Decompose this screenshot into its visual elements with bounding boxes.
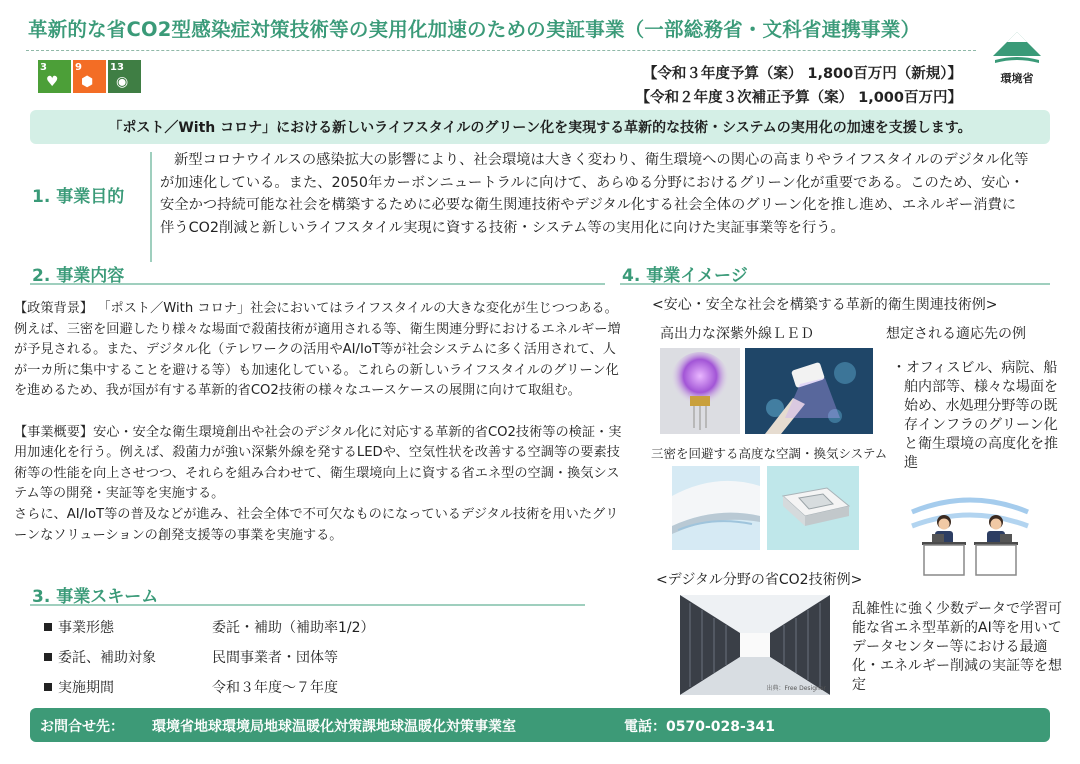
datacenter-photo — [680, 595, 830, 695]
hygiene-heading: <安心・安全な社会を構築する革新的衛生関連技術例> — [652, 297, 998, 313]
led-label: 高出力な深紫外線ＬＥＤ — [660, 326, 814, 342]
air-conditioner-photo — [672, 466, 760, 550]
project-additional: さらに、AI/IoT等の普及などが進み、社会全体で不可欠なものになっているデジタル技術を用いたグリーンなソリューションの創発支援等の事業を実施する。 — [14, 506, 619, 543]
budget-fy3: 【令和３年度予算（案） 1,800百万円（新規）】 — [642, 66, 962, 82]
scheme-rule — [30, 604, 585, 606]
digital-text: 乱雑性に強く少数データで学習可能な省エネ型革新的AI等を用いてデータセンター等における最適化・エネルギー削減の実証等を想定 — [852, 601, 1062, 693]
image-heading: 4. 事業イメージ — [622, 266, 748, 286]
ministry-name: 環境省 — [1000, 72, 1034, 85]
purpose-text: 新型コロナウイルスの感染拡大の影響により、社会環境は大きく変わり、衛生環境への関心の高まりやライフスタイルのデジタル化等が加速化している。また、2050年カーボンニュートラルに向けて、あらゆる分野におけるグリーン化が重要である。このため、安心・安全かつ持続可能な社会を構築するために必要な衛生関連技術やデジタル化する社会全体のグリーン化を推し進め、エネルギー消費に伴うCO2削減と新しいライフスタイル実現に資する技術・システム等の実用化に向けた実証事業等を行う。 — [160, 152, 1029, 236]
policy-background: 【政策背景】 「ポスト／With コロナ」社会においてはライフスタイルの大きな変化が生じつつある。例えば、三密を回避したり様々な場面で殺菌技術が適用される等、衛生関連分野におけるエネルギー増が予見される。また、デジタル化（テレワークの活用やAI/IoT等が社会システムに多く活用されて、人が一カ所に集中することを避ける等）も加速化している。これらの新しいライフスタイルのグリーン化を進めるため、我が国が有する革新的省CO2技術の様々なユースケースの展開に向けて取組む。 — [14, 301, 621, 399]
content-rule — [30, 283, 605, 285]
application-heading: 想定される適応先の例 — [886, 326, 1026, 342]
sdgs-icons — [38, 60, 141, 93]
scheme-value: 令和３年度～７年度 — [212, 680, 338, 696]
title-divider — [26, 50, 976, 51]
purpose-heading: 1. 事業目的 — [32, 187, 125, 207]
contact-bar — [30, 708, 1050, 742]
project-overview: 【事業概要】安心・安全な衛生環境創出や社会のデジタル化に対応する革新的省CO2技術等の検証・実用加速化を行う。例えば、殺菌力が強い深紫外線を発するLEDや、空気性状を改善する空調等の要素技術等の性能を向上させつつ、それらを組み合わせて、衛生環境向上に資する省エネ型の空調・換気システム等の開発・実証等を実施する。 — [14, 424, 622, 502]
sdg-3-icon: 3 ♥ — [38, 60, 71, 93]
content-heading: 2. 事業内容 — [32, 266, 125, 286]
contact-label: お問合せ先： — [40, 719, 124, 735]
tagline-banner: 「ポスト／With コロナ」における新しいライフスタイルのグリーン化を実現する革新的な技術・システムの実用化の加速を支援します。 — [30, 110, 1050, 144]
content-body — [14, 299, 626, 546]
scheme-row: 事業形態 — [44, 617, 114, 637]
office-illustration — [908, 482, 1032, 582]
uv-led-photo — [660, 348, 740, 434]
scheme-value: 委託・補助（補助率1/2） — [212, 620, 375, 636]
datacenter-credit: 出典：Free Designer — [766, 685, 826, 692]
image-rule — [620, 283, 1050, 285]
scheme-value: 民間事業者・団体等 — [212, 650, 338, 666]
sdg-9-icon: 9 ⬢ — [73, 60, 106, 93]
scheme-row: 実施期間 — [44, 677, 114, 697]
contact-department: 環境省地球環境局地球温暖化対策課地球温暖化対策事業室 — [152, 719, 516, 735]
purpose-divider — [150, 152, 152, 262]
mountain-logo-icon — [991, 30, 1043, 68]
contact-phone: 電話：0570-028-341 — [624, 719, 776, 735]
hvac-label: 三密を回避する高度な空調・換気システム — [651, 446, 888, 461]
scheme-heading: 3. 事業スキーム — [32, 587, 159, 607]
budget-fy2-supplementary: 【令和２年度３次補正予算（案） 1,000百万円】 — [635, 90, 962, 106]
page-title: 革新的な省CO2型感染症対策技術等の実用化加速のための実証事業（一部総務省・文科省連携事業） — [28, 18, 921, 41]
ministry-logo — [986, 30, 1048, 86]
digital-heading: <デジタル分野の省CO2技術例> — [656, 572, 863, 588]
ceiling-ventilation-photo — [767, 466, 859, 550]
uv-device-photo — [745, 348, 873, 434]
application-text: ・オフィスビル、病院、船舶内部等、様々な場面を始め、水処理分野等の既存インフラのグリーン化と衛生環境の高度化を推進 — [892, 360, 1058, 471]
sdg-13-icon: 13 ◉ — [108, 60, 141, 93]
scheme-row: 委託、補助対象 — [44, 647, 156, 667]
